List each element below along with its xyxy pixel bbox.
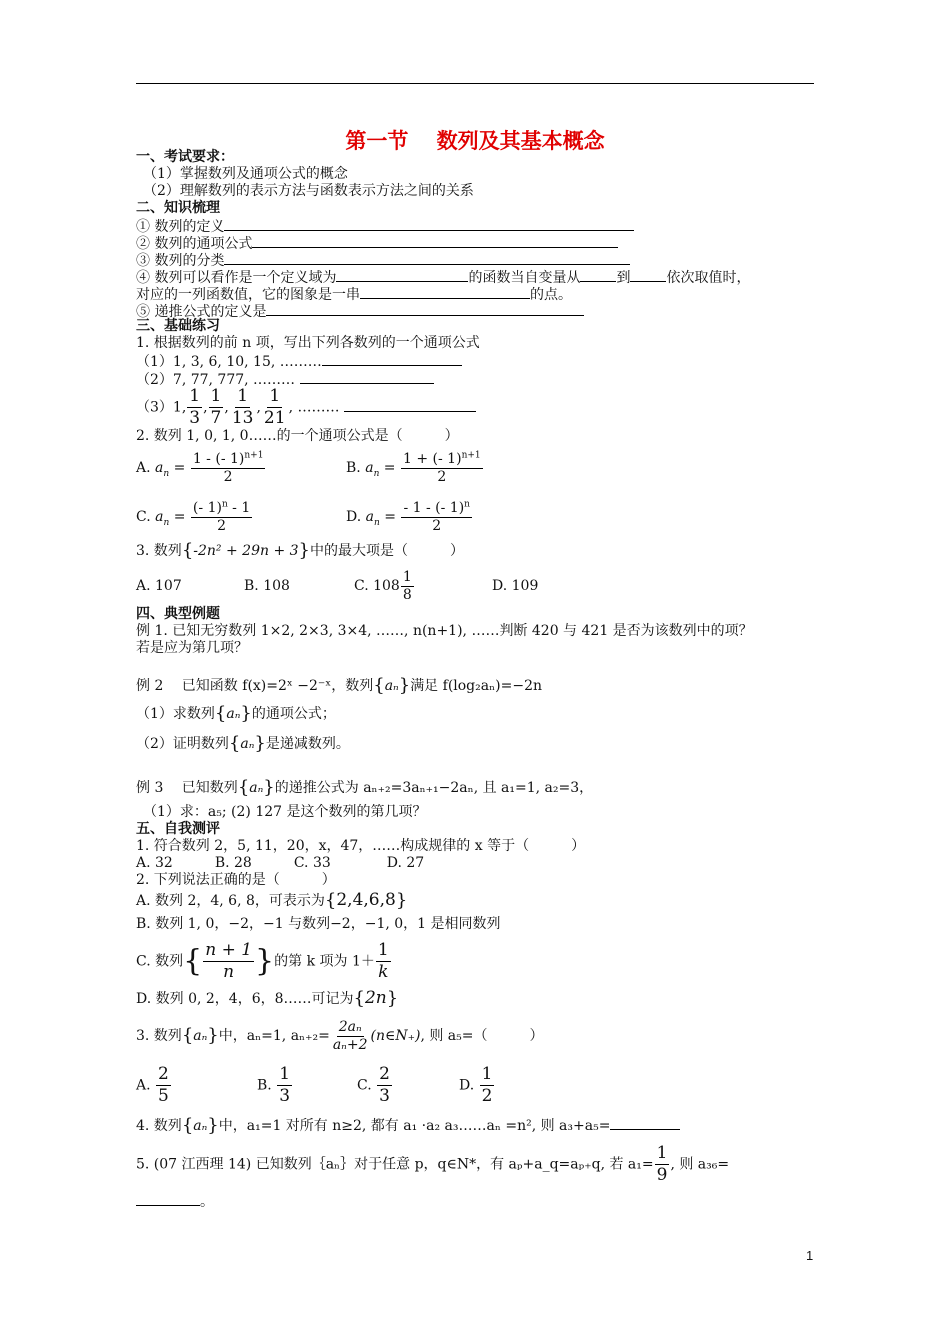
answer-blank[interactable] — [344, 398, 476, 412]
fraction: $\frac{1}{8}$ — [402, 568, 412, 603]
question: 2. 下列说法正确的是（ ） — [136, 872, 336, 888]
choice-c[interactable]: C. $\frac{2}{3}$ — [357, 1064, 390, 1106]
example: 若是应为第几项？ — [136, 640, 248, 656]
section-heading: 二、知识梳理 — [136, 200, 220, 216]
choices[interactable]: A. 32 B. 28 C. 33 D. 27 — [136, 855, 425, 871]
choice-a[interactable]: A. $\frac{2}{5}$ — [136, 1064, 169, 1106]
fraction: $\frac{1}{3}$ — [279, 1064, 291, 1106]
fraction: $\frac{1}{2}$ — [481, 1064, 493, 1106]
question-text: 3. 数列 — [136, 1028, 182, 1044]
sequence-symbol: aₙ — [384, 678, 399, 694]
text-part: 的函数当自变量从 — [468, 270, 581, 286]
fraction: $\frac{1}{7}$ — [210, 386, 222, 428]
question: 1. 根据数列的前 n 项，写出下列各数列的一个通项公式 — [136, 335, 480, 351]
punctuation: 。 — [200, 1194, 214, 1210]
fraction: $\frac{1}{3}$ — [189, 386, 201, 428]
item-label: ③ 数列的分类 — [136, 253, 225, 269]
fraction: $\frac{1}{k}$ — [377, 940, 389, 982]
section-heading: 五、自我测评 — [136, 821, 220, 837]
question-text: , 则 a₃₆= — [670, 1156, 730, 1173]
sequence-symbol: aₙ — [249, 780, 264, 796]
text-line: （3）1, $\frac{1}{3}$ , $\frac{1}{7}$ , $\frac{1}{13}$ , $\frac{1}{21}$ , ……… — [136, 386, 476, 429]
question: 3. 数列{-2n² + 29n + 3}中的最大项是（ ） — [136, 540, 464, 561]
text-line — [136, 234, 618, 252]
answer-blank[interactable] — [266, 302, 584, 316]
question-text: 中的最大项是（ ） — [310, 543, 464, 559]
sequence-symbol: aₙ — [226, 706, 241, 722]
example: 例 3 已知数列{aₙ}的递推公式为 aₙ₊₂=3aₙ₊₁−2aₙ, 且 a₁=1, a₂=3， — [136, 777, 594, 798]
text-line — [136, 1192, 214, 1210]
choice-c[interactable]: C. $a_n$ = $\frac{(- 1)^n - 1}{2}$ — [136, 498, 251, 534]
choice-d[interactable]: D. $\frac{1}{2}$ — [459, 1064, 493, 1106]
sub-question: （1）求数列{aₙ}的通项公式； — [136, 703, 336, 724]
section-heading: 三、基础练习 — [136, 318, 220, 334]
set: 2n — [364, 988, 387, 1008]
choice-b[interactable]: B. $\frac{1}{3}$ — [257, 1064, 291, 1106]
choice-a[interactable]: A. 数列 2，4, 6, 8，可表示为{2,4,6,8} — [136, 890, 408, 911]
answer-blank[interactable] — [336, 268, 468, 282]
text-line: （2）理解数列的表示方法与函数表示方法之间的关系 — [143, 183, 474, 199]
sub-question: （3）1, — [136, 399, 187, 416]
text-part: 依次取值时， — [666, 270, 751, 286]
question: 4. 数列{aₙ}中，a₁=1 对所有 n≥2, 都有 a₁ ·a₂ a₃……aₙ =n², 则 a₃+a₅= — [136, 1116, 680, 1134]
item-label: ① 数列的定义 — [136, 219, 225, 235]
fraction: $\frac{n + 1}{n}$ — [205, 940, 253, 982]
question-text: 3. 数列 — [136, 543, 182, 559]
choice-text: C. 数列 — [136, 953, 184, 970]
text-line — [136, 285, 572, 303]
fraction: $\frac{1}{9}$ — [656, 1143, 668, 1185]
text-line: （1）掌握数列及通项公式的概念 — [143, 166, 348, 182]
question-text: 中，aₙ=1, aₙ₊₂= — [218, 1028, 330, 1044]
answer-blank[interactable] — [300, 370, 434, 384]
fraction: $\frac{1}{21}$ — [263, 386, 286, 428]
number: C. 108 — [354, 578, 400, 594]
fraction: $\frac{(- 1)^n - 1}{2}$ — [192, 498, 251, 534]
example-text: （2）证明数列 — [136, 736, 229, 752]
choice-b[interactable]: B. 数列 1, 0，−2，−1 与数列−2，−1, 0，1 是相同数列 — [136, 916, 501, 932]
text-part: 到 — [616, 270, 631, 286]
example: 例 2 已知函数 f(x)=2ˣ −2⁻ˣ，数列{aₙ}满足 f(log₂aₙ)=−2n — [136, 675, 543, 696]
choice-c[interactable]: C. 数列{ $\frac{n + 1}{n}$ }的第 k 项为 1＋ $\frac{1}{k}$ — [136, 940, 389, 982]
example-text: （1）求数列 — [136, 706, 215, 722]
answer-blank[interactable] — [224, 251, 630, 265]
answer-blank[interactable] — [580, 268, 616, 282]
example-text: 例 2 已知函数 f(x)=2ˣ −2⁻ˣ，数列 — [136, 678, 374, 694]
choice-text: 的第 k 项为 1＋ — [274, 953, 375, 970]
text-part: ④ 数列可以看作是一个定义域为 — [136, 270, 337, 286]
sequence-symbol: aₙ — [193, 1118, 208, 1134]
fraction: $\frac{1 + (- 1)^{n+1}}{2}$ — [403, 449, 481, 485]
text-line — [136, 268, 750, 286]
choice-d[interactable]: D. $a_n$ = $\frac{- 1 - (- 1)^n}{2}$ — [346, 498, 470, 534]
answer-blank[interactable] — [360, 285, 530, 299]
item-label: ⑤ 递推公式的定义是 — [136, 304, 267, 320]
example-text: 是递减数列。 — [265, 736, 350, 752]
choice-c[interactable] — [354, 568, 415, 604]
item-label: ② 数列的通项公式 — [136, 236, 253, 252]
header-rule — [136, 83, 814, 84]
choice-text: D. 数列 0, 2，4，6，8……可记为 — [136, 991, 354, 1007]
answer-blank[interactable] — [630, 268, 666, 282]
sub-question: （2）7, 77, 777, ……… — [136, 372, 296, 388]
fraction: $\frac{1 - (- 1)^{n+1}}{2}$ — [192, 449, 264, 485]
question-text: 5. (07 江西理 14) 已知数列｛aₙ｝对于任意 p，q∈N*，有 aₚ+a_q=aₚ₊q, 若 a₁= — [136, 1156, 654, 1173]
set: 2,4,6,8 — [336, 890, 396, 910]
question-text: 中，a₁=1 对所有 n≥2, 都有 a₁ ·a₂ a₃……aₙ =n², 则 a₃+a₅= — [218, 1118, 611, 1134]
choice-b[interactable]: B. $a_n$ = $\frac{1 + (- 1)^{n+1}}{2}$ — [346, 449, 481, 485]
sequence-symbol: aₙ — [193, 1028, 208, 1044]
sub-question: （1）1, 3, 6, 10, 15, ……… — [136, 354, 322, 370]
choice-b[interactable]: B. 108 — [244, 578, 290, 594]
example-text: 满足 f(log₂aₙ)=−2n — [410, 678, 543, 694]
example-text: 例 3 已知数列 — [136, 780, 238, 796]
question: 2. 数列 1, 0, 1, 0……的一个通项公式是（ ） — [136, 428, 459, 444]
question: 3. 数列{aₙ}中，aₙ=1, aₙ₊₂= $\frac{\text{2aₙ}}{\text{aₙ+2}}$ (n∈N₊), 则 a₅=（ ） — [136, 1018, 544, 1053]
section-heading: 四、典型例题 — [136, 606, 220, 622]
text-line — [136, 217, 634, 235]
answer-blank[interactable] — [610, 1116, 680, 1130]
answer-blank[interactable] — [252, 234, 618, 248]
choice-d[interactable]: D. 数列 0, 2，4，6，8……可记为{2n} — [136, 988, 399, 1009]
fraction: $\frac{1}{13}$ — [231, 386, 254, 428]
question: 1. 符合数列 2，5, 11，20，x，47，……构成规律的 x 等于（ ） — [136, 838, 586, 854]
ellipsis: ……… — [297, 399, 340, 416]
text-line — [136, 352, 462, 370]
text-part: 对应的一列函数值，它的图象是一串 — [136, 287, 360, 303]
condition: (n∈N₊) — [370, 1028, 421, 1044]
fraction: $\frac{\text{2aₙ}}{\text{aₙ+2}}$ — [332, 1018, 368, 1053]
answer-blank[interactable] — [322, 352, 462, 366]
question-text: , 则 a₅=（ ） — [420, 1028, 544, 1044]
question — [136, 1143, 729, 1186]
fraction: $\frac{- 1 - (- 1)^n}{2}$ — [403, 498, 470, 534]
sub-question: （1）求：a₅; (2) 127 是这个数列的第几项？ — [143, 804, 427, 820]
formula: -2n² + 29n + 3 — [193, 543, 299, 559]
sub-question: （2）证明数列{aₙ}是递减数列。 — [136, 733, 350, 754]
choice-a[interactable]: A. $a_n$ = $\frac{1 - (- 1)^{n+1}}{2}$ — [136, 449, 264, 485]
text-line — [136, 251, 630, 269]
section-heading: 一、考试要求： — [136, 149, 234, 165]
choice-text: A. 数列 2，4, 6, 8，可表示为 — [136, 893, 325, 909]
answer-blank[interactable] — [136, 1192, 200, 1206]
page-number: 1 — [806, 1248, 814, 1263]
example-text: 的通项公式； — [251, 706, 336, 722]
fraction: $\frac{2}{5}$ — [158, 1064, 169, 1106]
choice-a[interactable]: A. 107 — [136, 578, 182, 594]
text-part: 的点。 — [530, 287, 572, 303]
answer-blank[interactable] — [224, 217, 634, 231]
example-text: 的递推公式为 aₙ₊₂=3aₙ₊₁−2aₙ, 且 a₁=1, a₂=3， — [274, 780, 594, 796]
sequence-symbol: aₙ — [240, 736, 255, 752]
example: 例 1. 已知无穷数列 1×2, 2×3, 3×4, ……, n(n+1), ……判断 420 与 421 是否为该数列中的项？ — [136, 623, 753, 639]
page-title: 第一节 数列及其基本概念 — [345, 129, 605, 153]
choice-d[interactable]: D. 109 — [492, 578, 539, 594]
fraction: $\frac{2}{3}$ — [379, 1064, 390, 1106]
question-text: 4. 数列 — [136, 1118, 182, 1134]
